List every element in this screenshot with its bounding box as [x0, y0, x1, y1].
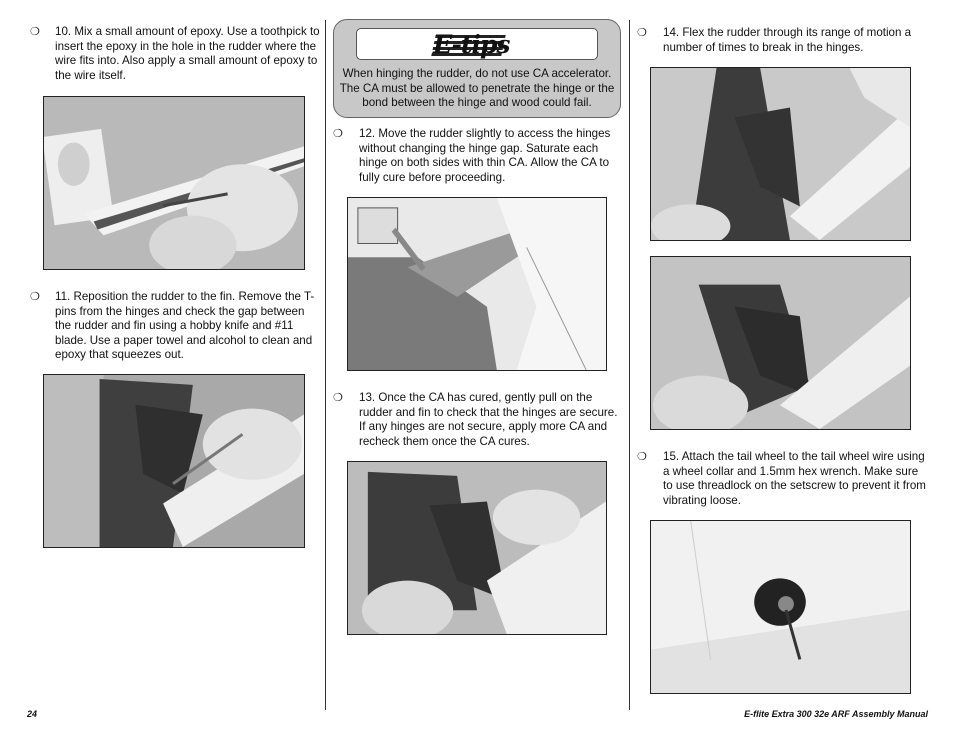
checkbox-bullet: ❍: [637, 451, 647, 463]
etips-box: [333, 19, 621, 118]
page-number: 24: [27, 709, 38, 719]
step-11-text: 11. Reposition the rudder to the fin. Remove the T-pins from the hinges and check the gap between the rudder and fin using a hobby knife and #11 blade. Use a paper towel and alcohol to clean and epoxy that squeezes out.: [55, 290, 315, 362]
checkbox-bullet: ❍: [333, 392, 343, 404]
photo-step-14: [650, 67, 911, 241]
etips-text: When hinging the rudder, do not use CA accelerator. The CA must be allowed to penetrate the hinge or the bond between the hinge and wood could fail.: [339, 67, 615, 110]
column-divider-left: [325, 20, 326, 710]
step-10-text: 10. Mix a small amount of epoxy. Use a toothpick to insert the epoxy in the hole in the rudder where the wire fits into. Also apply a small amount of epoxy to the wire itself.: [55, 25, 320, 82]
step-14-text: 14. Flex the rudder through its range of motion a number of times to break in the hinges.: [663, 26, 912, 54]
checkbox-bullet: ❍: [637, 27, 647, 39]
photo-step-14b: [650, 256, 911, 430]
etips-logo-text: E-tips: [433, 30, 510, 59]
photo-step-15: [650, 520, 911, 694]
photo-step-11: [43, 374, 305, 548]
manual-title: E-flite Extra 300 32e ARF Assembly Manual: [744, 709, 928, 719]
checkbox-bullet: ❍: [30, 26, 40, 38]
step-15-text: 15. Attach the tail wheel to the tail wheel wire using a wheel collar and 1.5mm hex wrench. Make sure to use threadlock on the setscrew to prevent it from vibrating loose.: [663, 450, 926, 507]
etips-logo: [356, 28, 598, 60]
photo-step-10: [43, 96, 305, 270]
step-12-text: 12. Move the rudder slightly to access the hinges without changing the hinge gap. Saturate each hinge on both sides with thin CA. Allow the CA to fully cure before proceeding.: [359, 127, 611, 184]
column-divider-right: [629, 20, 630, 710]
photo-step-13: [347, 461, 607, 635]
photo-step-12: [347, 197, 607, 371]
checkbox-bullet: ❍: [333, 128, 343, 140]
step-13-text: 13. Once the CA has cured, gently pull on the rudder and fin to check that the hinges are secure. If any hinges are not secure, apply more CA and recheck them once the CA cures.: [359, 391, 618, 448]
checkbox-bullet: ❍: [30, 291, 40, 303]
